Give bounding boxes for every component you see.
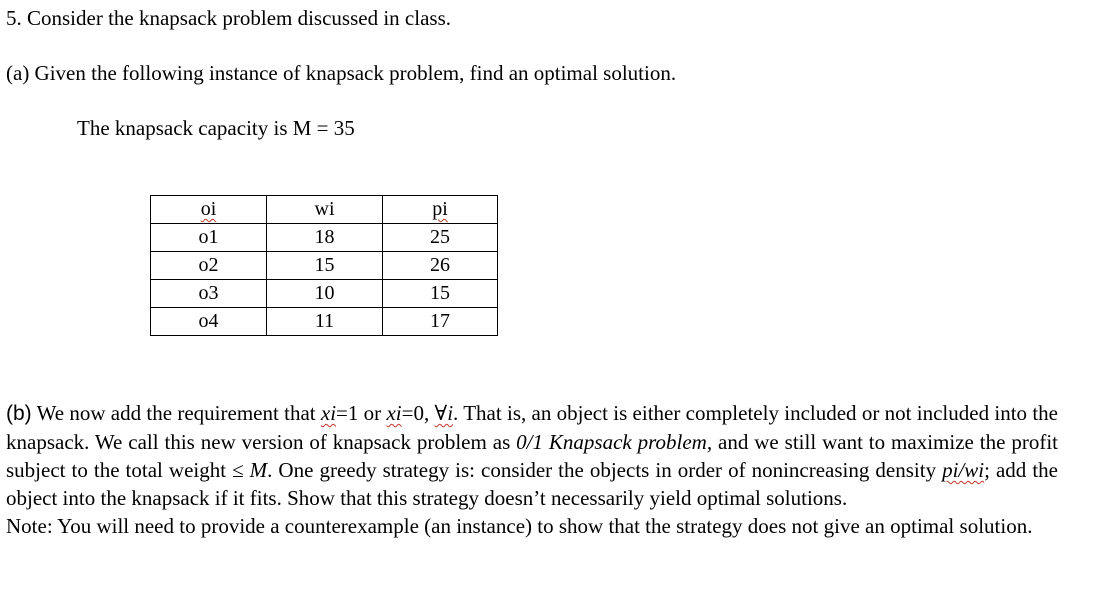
question-title: 5. Consider the knapsack problem discussed in class.	[6, 6, 451, 30]
part-b-paragraph: (b) We now add the requirement that xi=1 or xi=0, ∀i. That is, an object is either completely included or not included into the knapsack. We call this new version of knapsack problem as 0/1 Knapsack problem, and we still want to maximize the profit subject to the total weight ≤ M. One greedy strategy is: consider the objects in order of nonincreasing density pi/wi; add the object into the knapsack if it fits. Show that this strategy doesn’t necessarily yield optimal solutions.	[6, 401, 1058, 510]
variable-x: xi	[386, 401, 402, 425]
table-header-row	[151, 196, 498, 224]
table-cell: o3	[151, 280, 267, 308]
variable-x: xi	[320, 401, 337, 425]
table-row	[151, 224, 498, 252]
table-cell: 11	[267, 308, 383, 336]
density-expression: pi/wi	[942, 458, 985, 482]
table-cell: 18	[267, 224, 383, 252]
header-profit: pi	[383, 196, 498, 224]
table-cell: 17	[383, 308, 498, 336]
table-cell: 15	[267, 252, 383, 280]
part-b-label: (b)	[6, 402, 32, 425]
knapsack-table	[150, 195, 498, 336]
header-weight: wi	[267, 196, 383, 224]
forall-symbol: ∀i	[434, 401, 454, 425]
table-cell: o2	[151, 252, 267, 280]
table-cell: o4	[151, 308, 267, 336]
problem-name: 0/1 Knapsack problem,	[516, 430, 713, 454]
table-cell: 26	[383, 252, 498, 280]
table-cell: 10	[267, 280, 383, 308]
part-a-prompt: (a) Given the following instance of knapsack problem, find an optimal solution.	[6, 61, 677, 85]
table-cell: 25	[383, 224, 498, 252]
table-row	[151, 280, 498, 308]
capacity-symbol: M	[249, 458, 268, 482]
header-object: oi	[151, 196, 267, 224]
table-row	[151, 252, 498, 280]
part-b-section	[6, 399, 1058, 540]
table-row	[151, 308, 498, 336]
capacity-statement: The knapsack capacity is M = 35	[77, 116, 355, 140]
table-cell: o1	[151, 224, 267, 252]
note-paragraph: Note: You will need to provide a counterexample (an instance) to show that the strategy does not give an optimal solution.	[6, 514, 1033, 538]
table-cell: 15	[383, 280, 498, 308]
